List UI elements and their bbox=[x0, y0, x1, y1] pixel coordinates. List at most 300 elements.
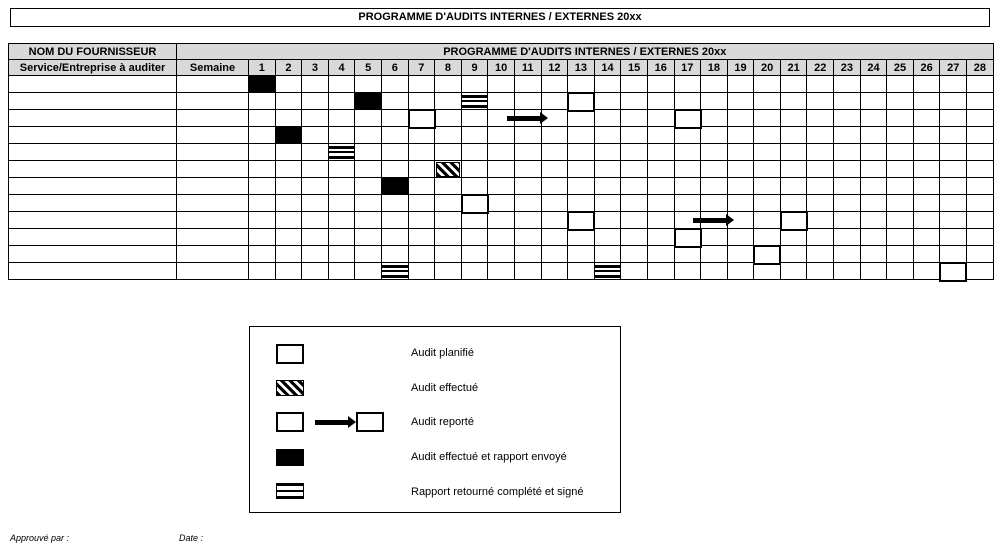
schedule-cell[interactable] bbox=[435, 93, 462, 110]
schedule-cell[interactable] bbox=[780, 263, 807, 280]
schedule-cell[interactable] bbox=[701, 144, 728, 161]
schedule-cell[interactable] bbox=[887, 76, 914, 93]
schedule-cell[interactable] bbox=[860, 93, 887, 110]
schedule-cell[interactable] bbox=[967, 178, 994, 195]
supplier-cell[interactable] bbox=[9, 246, 177, 263]
schedule-cell[interactable] bbox=[913, 212, 940, 229]
schedule-cell[interactable] bbox=[514, 263, 541, 280]
schedule-cell[interactable] bbox=[940, 144, 967, 161]
schedule-cell[interactable] bbox=[913, 229, 940, 246]
schedule-cell[interactable] bbox=[940, 229, 967, 246]
schedule-cell[interactable] bbox=[514, 93, 541, 110]
schedule-cell[interactable] bbox=[674, 127, 701, 144]
schedule-cell[interactable] bbox=[408, 212, 435, 229]
schedule-cell[interactable] bbox=[594, 110, 621, 127]
schedule-cell[interactable] bbox=[860, 127, 887, 144]
schedule-cell[interactable] bbox=[328, 246, 355, 263]
schedule-cell[interactable] bbox=[568, 144, 595, 161]
schedule-cell[interactable] bbox=[355, 246, 382, 263]
schedule-cell[interactable] bbox=[408, 263, 435, 280]
schedule-cell[interactable] bbox=[328, 144, 355, 161]
schedule-cell[interactable] bbox=[328, 110, 355, 127]
schedule-cell[interactable] bbox=[647, 195, 674, 212]
schedule-cell[interactable] bbox=[807, 161, 834, 178]
schedule-cell[interactable] bbox=[887, 195, 914, 212]
schedule-cell[interactable] bbox=[381, 76, 408, 93]
schedule-cell[interactable] bbox=[355, 110, 382, 127]
schedule-cell[interactable] bbox=[621, 161, 648, 178]
schedule-cell[interactable] bbox=[328, 229, 355, 246]
schedule-cell[interactable] bbox=[435, 195, 462, 212]
schedule-cell[interactable] bbox=[754, 212, 781, 229]
schedule-cell[interactable] bbox=[967, 161, 994, 178]
schedule-cell[interactable] bbox=[967, 110, 994, 127]
schedule-cell[interactable] bbox=[807, 110, 834, 127]
schedule-cell[interactable] bbox=[302, 263, 329, 280]
schedule-cell[interactable] bbox=[860, 229, 887, 246]
schedule-cell[interactable] bbox=[647, 144, 674, 161]
schedule-cell[interactable] bbox=[435, 76, 462, 93]
schedule-cell[interactable] bbox=[594, 195, 621, 212]
schedule-cell[interactable] bbox=[887, 110, 914, 127]
schedule-cell[interactable] bbox=[541, 161, 568, 178]
schedule-cell[interactable] bbox=[568, 195, 595, 212]
schedule-cell[interactable] bbox=[514, 229, 541, 246]
schedule-cell[interactable] bbox=[408, 195, 435, 212]
schedule-cell[interactable] bbox=[408, 246, 435, 263]
schedule-cell[interactable] bbox=[328, 195, 355, 212]
schedule-cell[interactable] bbox=[887, 161, 914, 178]
schedule-cell[interactable] bbox=[328, 76, 355, 93]
schedule-cell[interactable] bbox=[461, 246, 488, 263]
schedule-cell[interactable] bbox=[488, 161, 515, 178]
schedule-cell[interactable] bbox=[754, 229, 781, 246]
schedule-cell[interactable] bbox=[488, 93, 515, 110]
schedule-cell[interactable] bbox=[541, 195, 568, 212]
schedule-cell[interactable] bbox=[647, 229, 674, 246]
schedule-cell[interactable] bbox=[488, 144, 515, 161]
schedule-cell[interactable] bbox=[568, 110, 595, 127]
schedule-cell[interactable] bbox=[408, 144, 435, 161]
schedule-cell[interactable] bbox=[887, 127, 914, 144]
schedule-cell[interactable] bbox=[701, 246, 728, 263]
schedule-cell[interactable] bbox=[780, 246, 807, 263]
schedule-cell[interactable] bbox=[621, 110, 648, 127]
schedule-cell[interactable] bbox=[435, 127, 462, 144]
schedule-cell[interactable] bbox=[275, 246, 302, 263]
schedule-cell[interactable] bbox=[940, 195, 967, 212]
schedule-cell[interactable] bbox=[381, 110, 408, 127]
schedule-cell[interactable] bbox=[807, 246, 834, 263]
schedule-cell[interactable] bbox=[647, 127, 674, 144]
schedule-cell[interactable] bbox=[913, 161, 940, 178]
schedule-cell[interactable] bbox=[249, 76, 276, 93]
schedule-cell[interactable] bbox=[754, 263, 781, 280]
schedule-cell[interactable] bbox=[727, 144, 754, 161]
schedule-cell[interactable] bbox=[621, 93, 648, 110]
schedule-cell[interactable] bbox=[887, 212, 914, 229]
schedule-cell[interactable] bbox=[780, 195, 807, 212]
schedule-cell[interactable] bbox=[780, 93, 807, 110]
schedule-cell[interactable] bbox=[249, 229, 276, 246]
schedule-cell[interactable] bbox=[940, 110, 967, 127]
supplier-cell[interactable] bbox=[9, 93, 177, 110]
schedule-cell[interactable] bbox=[860, 110, 887, 127]
schedule-cell[interactable] bbox=[701, 93, 728, 110]
schedule-cell[interactable] bbox=[249, 93, 276, 110]
schedule-cell[interactable] bbox=[435, 178, 462, 195]
schedule-cell[interactable] bbox=[461, 110, 488, 127]
schedule-cell[interactable] bbox=[249, 127, 276, 144]
schedule-cell[interactable] bbox=[913, 110, 940, 127]
schedule-cell[interactable] bbox=[381, 144, 408, 161]
schedule-cell[interactable] bbox=[302, 93, 329, 110]
supplier-cell[interactable] bbox=[9, 178, 177, 195]
schedule-cell[interactable] bbox=[913, 246, 940, 263]
schedule-cell[interactable] bbox=[541, 127, 568, 144]
schedule-cell[interactable] bbox=[754, 178, 781, 195]
schedule-cell[interactable] bbox=[302, 76, 329, 93]
schedule-cell[interactable] bbox=[275, 161, 302, 178]
schedule-cell[interactable] bbox=[780, 229, 807, 246]
schedule-cell[interactable] bbox=[302, 246, 329, 263]
schedule-cell[interactable] bbox=[834, 93, 861, 110]
schedule-cell[interactable] bbox=[940, 76, 967, 93]
schedule-cell[interactable] bbox=[381, 263, 408, 280]
schedule-cell[interactable] bbox=[488, 246, 515, 263]
supplier-cell[interactable] bbox=[9, 229, 177, 246]
schedule-cell[interactable] bbox=[408, 178, 435, 195]
schedule-cell[interactable] bbox=[754, 195, 781, 212]
schedule-cell[interactable] bbox=[727, 127, 754, 144]
schedule-cell[interactable] bbox=[754, 110, 781, 127]
schedule-cell[interactable] bbox=[249, 110, 276, 127]
schedule-cell[interactable] bbox=[568, 229, 595, 246]
schedule-cell[interactable] bbox=[807, 263, 834, 280]
supplier-cell[interactable] bbox=[9, 161, 177, 178]
schedule-cell[interactable] bbox=[381, 229, 408, 246]
schedule-cell[interactable] bbox=[701, 161, 728, 178]
schedule-cell[interactable] bbox=[435, 144, 462, 161]
schedule-cell[interactable] bbox=[461, 93, 488, 110]
schedule-cell[interactable] bbox=[727, 229, 754, 246]
schedule-cell[interactable] bbox=[647, 212, 674, 229]
schedule-cell[interactable] bbox=[913, 178, 940, 195]
schedule-cell[interactable] bbox=[967, 263, 994, 280]
schedule-cell[interactable] bbox=[514, 76, 541, 93]
schedule-cell[interactable] bbox=[727, 178, 754, 195]
schedule-cell[interactable] bbox=[249, 263, 276, 280]
schedule-cell[interactable] bbox=[780, 178, 807, 195]
schedule-cell[interactable] bbox=[621, 144, 648, 161]
supplier-cell[interactable] bbox=[9, 212, 177, 229]
schedule-cell[interactable] bbox=[647, 93, 674, 110]
schedule-cell[interactable] bbox=[674, 93, 701, 110]
schedule-cell[interactable] bbox=[701, 178, 728, 195]
schedule-cell[interactable] bbox=[701, 110, 728, 127]
schedule-cell[interactable] bbox=[967, 93, 994, 110]
schedule-cell[interactable] bbox=[541, 93, 568, 110]
schedule-cell[interactable] bbox=[514, 246, 541, 263]
schedule-cell[interactable] bbox=[967, 212, 994, 229]
schedule-cell[interactable] bbox=[834, 76, 861, 93]
schedule-cell[interactable] bbox=[568, 263, 595, 280]
schedule-cell[interactable] bbox=[355, 127, 382, 144]
schedule-cell[interactable] bbox=[967, 229, 994, 246]
schedule-cell[interactable] bbox=[860, 161, 887, 178]
schedule-cell[interactable] bbox=[514, 195, 541, 212]
schedule-cell[interactable] bbox=[807, 229, 834, 246]
schedule-cell[interactable] bbox=[940, 178, 967, 195]
schedule-cell[interactable] bbox=[249, 178, 276, 195]
schedule-cell[interactable] bbox=[621, 76, 648, 93]
schedule-cell[interactable] bbox=[780, 212, 807, 229]
schedule-cell[interactable] bbox=[435, 212, 462, 229]
schedule-cell[interactable] bbox=[727, 263, 754, 280]
schedule-cell[interactable] bbox=[913, 195, 940, 212]
schedule-cell[interactable] bbox=[727, 246, 754, 263]
schedule-cell[interactable] bbox=[568, 93, 595, 110]
schedule-cell[interactable] bbox=[355, 229, 382, 246]
schedule-cell[interactable] bbox=[860, 144, 887, 161]
schedule-cell[interactable] bbox=[967, 246, 994, 263]
schedule-cell[interactable] bbox=[674, 110, 701, 127]
schedule-cell[interactable] bbox=[408, 76, 435, 93]
schedule-cell[interactable] bbox=[488, 195, 515, 212]
schedule-cell[interactable] bbox=[621, 195, 648, 212]
schedule-cell[interactable] bbox=[249, 246, 276, 263]
schedule-cell[interactable] bbox=[807, 144, 834, 161]
schedule-cell[interactable] bbox=[727, 76, 754, 93]
schedule-cell[interactable] bbox=[275, 195, 302, 212]
schedule-cell[interactable] bbox=[249, 195, 276, 212]
schedule-cell[interactable] bbox=[834, 195, 861, 212]
schedule-cell[interactable] bbox=[328, 127, 355, 144]
schedule-cell[interactable] bbox=[568, 246, 595, 263]
schedule-cell[interactable] bbox=[807, 195, 834, 212]
schedule-cell[interactable] bbox=[328, 93, 355, 110]
schedule-cell[interactable] bbox=[887, 144, 914, 161]
schedule-cell[interactable] bbox=[887, 93, 914, 110]
schedule-cell[interactable] bbox=[488, 212, 515, 229]
schedule-cell[interactable] bbox=[594, 229, 621, 246]
schedule-cell[interactable] bbox=[674, 144, 701, 161]
schedule-cell[interactable] bbox=[647, 110, 674, 127]
schedule-cell[interactable] bbox=[701, 195, 728, 212]
schedule-cell[interactable] bbox=[249, 144, 276, 161]
schedule-cell[interactable] bbox=[594, 263, 621, 280]
schedule-cell[interactable] bbox=[780, 127, 807, 144]
schedule-cell[interactable] bbox=[514, 161, 541, 178]
schedule-cell[interactable] bbox=[860, 263, 887, 280]
schedule-cell[interactable] bbox=[435, 161, 462, 178]
schedule-cell[interactable] bbox=[514, 178, 541, 195]
schedule-cell[interactable] bbox=[594, 246, 621, 263]
schedule-cell[interactable] bbox=[355, 93, 382, 110]
schedule-cell[interactable] bbox=[887, 229, 914, 246]
schedule-cell[interactable] bbox=[621, 229, 648, 246]
schedule-cell[interactable] bbox=[807, 76, 834, 93]
schedule-cell[interactable] bbox=[727, 161, 754, 178]
schedule-cell[interactable] bbox=[807, 93, 834, 110]
schedule-cell[interactable] bbox=[594, 212, 621, 229]
schedule-cell[interactable] bbox=[355, 161, 382, 178]
schedule-cell[interactable] bbox=[594, 127, 621, 144]
schedule-cell[interactable] bbox=[275, 263, 302, 280]
schedule-cell[interactable] bbox=[275, 76, 302, 93]
schedule-cell[interactable] bbox=[967, 76, 994, 93]
schedule-cell[interactable] bbox=[674, 263, 701, 280]
schedule-cell[interactable] bbox=[913, 263, 940, 280]
schedule-cell[interactable] bbox=[488, 76, 515, 93]
supplier-cell[interactable] bbox=[9, 195, 177, 212]
schedule-cell[interactable] bbox=[381, 127, 408, 144]
schedule-cell[interactable] bbox=[275, 144, 302, 161]
schedule-cell[interactable] bbox=[834, 178, 861, 195]
schedule-cell[interactable] bbox=[461, 76, 488, 93]
schedule-cell[interactable] bbox=[727, 93, 754, 110]
supplier-cell[interactable] bbox=[9, 110, 177, 127]
supplier-cell[interactable] bbox=[9, 127, 177, 144]
schedule-cell[interactable] bbox=[408, 161, 435, 178]
schedule-cell[interactable] bbox=[967, 127, 994, 144]
supplier-cell[interactable] bbox=[9, 263, 177, 280]
schedule-cell[interactable] bbox=[355, 263, 382, 280]
schedule-cell[interactable] bbox=[647, 76, 674, 93]
schedule-cell[interactable] bbox=[355, 178, 382, 195]
schedule-cell[interactable] bbox=[408, 229, 435, 246]
schedule-cell[interactable] bbox=[940, 93, 967, 110]
schedule-cell[interactable] bbox=[887, 246, 914, 263]
schedule-cell[interactable] bbox=[913, 76, 940, 93]
schedule-cell[interactable] bbox=[408, 127, 435, 144]
schedule-cell[interactable] bbox=[461, 144, 488, 161]
schedule-cell[interactable] bbox=[887, 263, 914, 280]
schedule-cell[interactable] bbox=[754, 246, 781, 263]
schedule-cell[interactable] bbox=[780, 144, 807, 161]
schedule-cell[interactable] bbox=[727, 212, 754, 229]
supplier-cell[interactable] bbox=[9, 144, 177, 161]
schedule-cell[interactable] bbox=[275, 178, 302, 195]
schedule-cell[interactable] bbox=[461, 178, 488, 195]
schedule-cell[interactable] bbox=[249, 212, 276, 229]
schedule-cell[interactable] bbox=[967, 144, 994, 161]
schedule-cell[interactable] bbox=[275, 229, 302, 246]
schedule-cell[interactable] bbox=[461, 195, 488, 212]
schedule-cell[interactable] bbox=[860, 76, 887, 93]
schedule-cell[interactable] bbox=[621, 178, 648, 195]
schedule-cell[interactable] bbox=[887, 178, 914, 195]
schedule-cell[interactable] bbox=[701, 212, 728, 229]
supplier-cell[interactable] bbox=[9, 76, 177, 93]
schedule-cell[interactable] bbox=[940, 212, 967, 229]
schedule-cell[interactable] bbox=[940, 246, 967, 263]
schedule-cell[interactable] bbox=[328, 263, 355, 280]
schedule-cell[interactable] bbox=[381, 212, 408, 229]
schedule-cell[interactable] bbox=[275, 93, 302, 110]
schedule-cell[interactable] bbox=[488, 127, 515, 144]
schedule-cell[interactable] bbox=[488, 263, 515, 280]
schedule-cell[interactable] bbox=[488, 178, 515, 195]
schedule-cell[interactable] bbox=[834, 161, 861, 178]
schedule-cell[interactable] bbox=[541, 263, 568, 280]
schedule-cell[interactable] bbox=[834, 144, 861, 161]
schedule-cell[interactable] bbox=[355, 76, 382, 93]
schedule-cell[interactable] bbox=[328, 161, 355, 178]
schedule-cell[interactable] bbox=[674, 246, 701, 263]
schedule-cell[interactable] bbox=[408, 110, 435, 127]
schedule-cell[interactable] bbox=[860, 195, 887, 212]
schedule-cell[interactable] bbox=[647, 178, 674, 195]
schedule-cell[interactable] bbox=[568, 161, 595, 178]
schedule-cell[interactable] bbox=[461, 161, 488, 178]
schedule-cell[interactable] bbox=[727, 195, 754, 212]
schedule-cell[interactable] bbox=[807, 178, 834, 195]
schedule-cell[interactable] bbox=[541, 144, 568, 161]
schedule-cell[interactable] bbox=[727, 110, 754, 127]
schedule-cell[interactable] bbox=[381, 246, 408, 263]
schedule-cell[interactable] bbox=[701, 76, 728, 93]
schedule-cell[interactable] bbox=[541, 246, 568, 263]
schedule-cell[interactable] bbox=[568, 178, 595, 195]
schedule-cell[interactable] bbox=[701, 229, 728, 246]
schedule-cell[interactable] bbox=[514, 110, 541, 127]
schedule-cell[interactable] bbox=[834, 246, 861, 263]
schedule-cell[interactable] bbox=[621, 263, 648, 280]
schedule-cell[interactable] bbox=[302, 144, 329, 161]
schedule-cell[interactable] bbox=[674, 229, 701, 246]
schedule-cell[interactable] bbox=[461, 212, 488, 229]
schedule-cell[interactable] bbox=[435, 110, 462, 127]
schedule-cell[interactable] bbox=[913, 93, 940, 110]
schedule-cell[interactable] bbox=[860, 212, 887, 229]
schedule-cell[interactable] bbox=[834, 110, 861, 127]
schedule-cell[interactable] bbox=[461, 127, 488, 144]
schedule-cell[interactable] bbox=[621, 127, 648, 144]
schedule-cell[interactable] bbox=[754, 161, 781, 178]
schedule-cell[interactable] bbox=[408, 93, 435, 110]
schedule-cell[interactable] bbox=[674, 178, 701, 195]
schedule-cell[interactable] bbox=[514, 144, 541, 161]
schedule-cell[interactable] bbox=[381, 195, 408, 212]
schedule-cell[interactable] bbox=[780, 161, 807, 178]
schedule-cell[interactable] bbox=[328, 178, 355, 195]
schedule-cell[interactable] bbox=[674, 76, 701, 93]
schedule-cell[interactable] bbox=[541, 178, 568, 195]
schedule-cell[interactable] bbox=[461, 263, 488, 280]
schedule-cell[interactable] bbox=[780, 110, 807, 127]
schedule-cell[interactable] bbox=[381, 161, 408, 178]
schedule-cell[interactable] bbox=[381, 93, 408, 110]
schedule-cell[interactable] bbox=[834, 212, 861, 229]
schedule-cell[interactable] bbox=[701, 263, 728, 280]
schedule-cell[interactable] bbox=[355, 144, 382, 161]
schedule-cell[interactable] bbox=[514, 127, 541, 144]
schedule-cell[interactable] bbox=[913, 144, 940, 161]
schedule-cell[interactable] bbox=[568, 127, 595, 144]
schedule-cell[interactable] bbox=[647, 246, 674, 263]
schedule-cell[interactable] bbox=[302, 229, 329, 246]
schedule-cell[interactable] bbox=[594, 93, 621, 110]
schedule-cell[interactable] bbox=[807, 212, 834, 229]
schedule-cell[interactable] bbox=[780, 76, 807, 93]
schedule-cell[interactable] bbox=[302, 195, 329, 212]
schedule-cell[interactable] bbox=[275, 212, 302, 229]
schedule-cell[interactable] bbox=[860, 178, 887, 195]
schedule-cell[interactable] bbox=[541, 229, 568, 246]
schedule-cell[interactable] bbox=[302, 127, 329, 144]
schedule-cell[interactable] bbox=[940, 263, 967, 280]
